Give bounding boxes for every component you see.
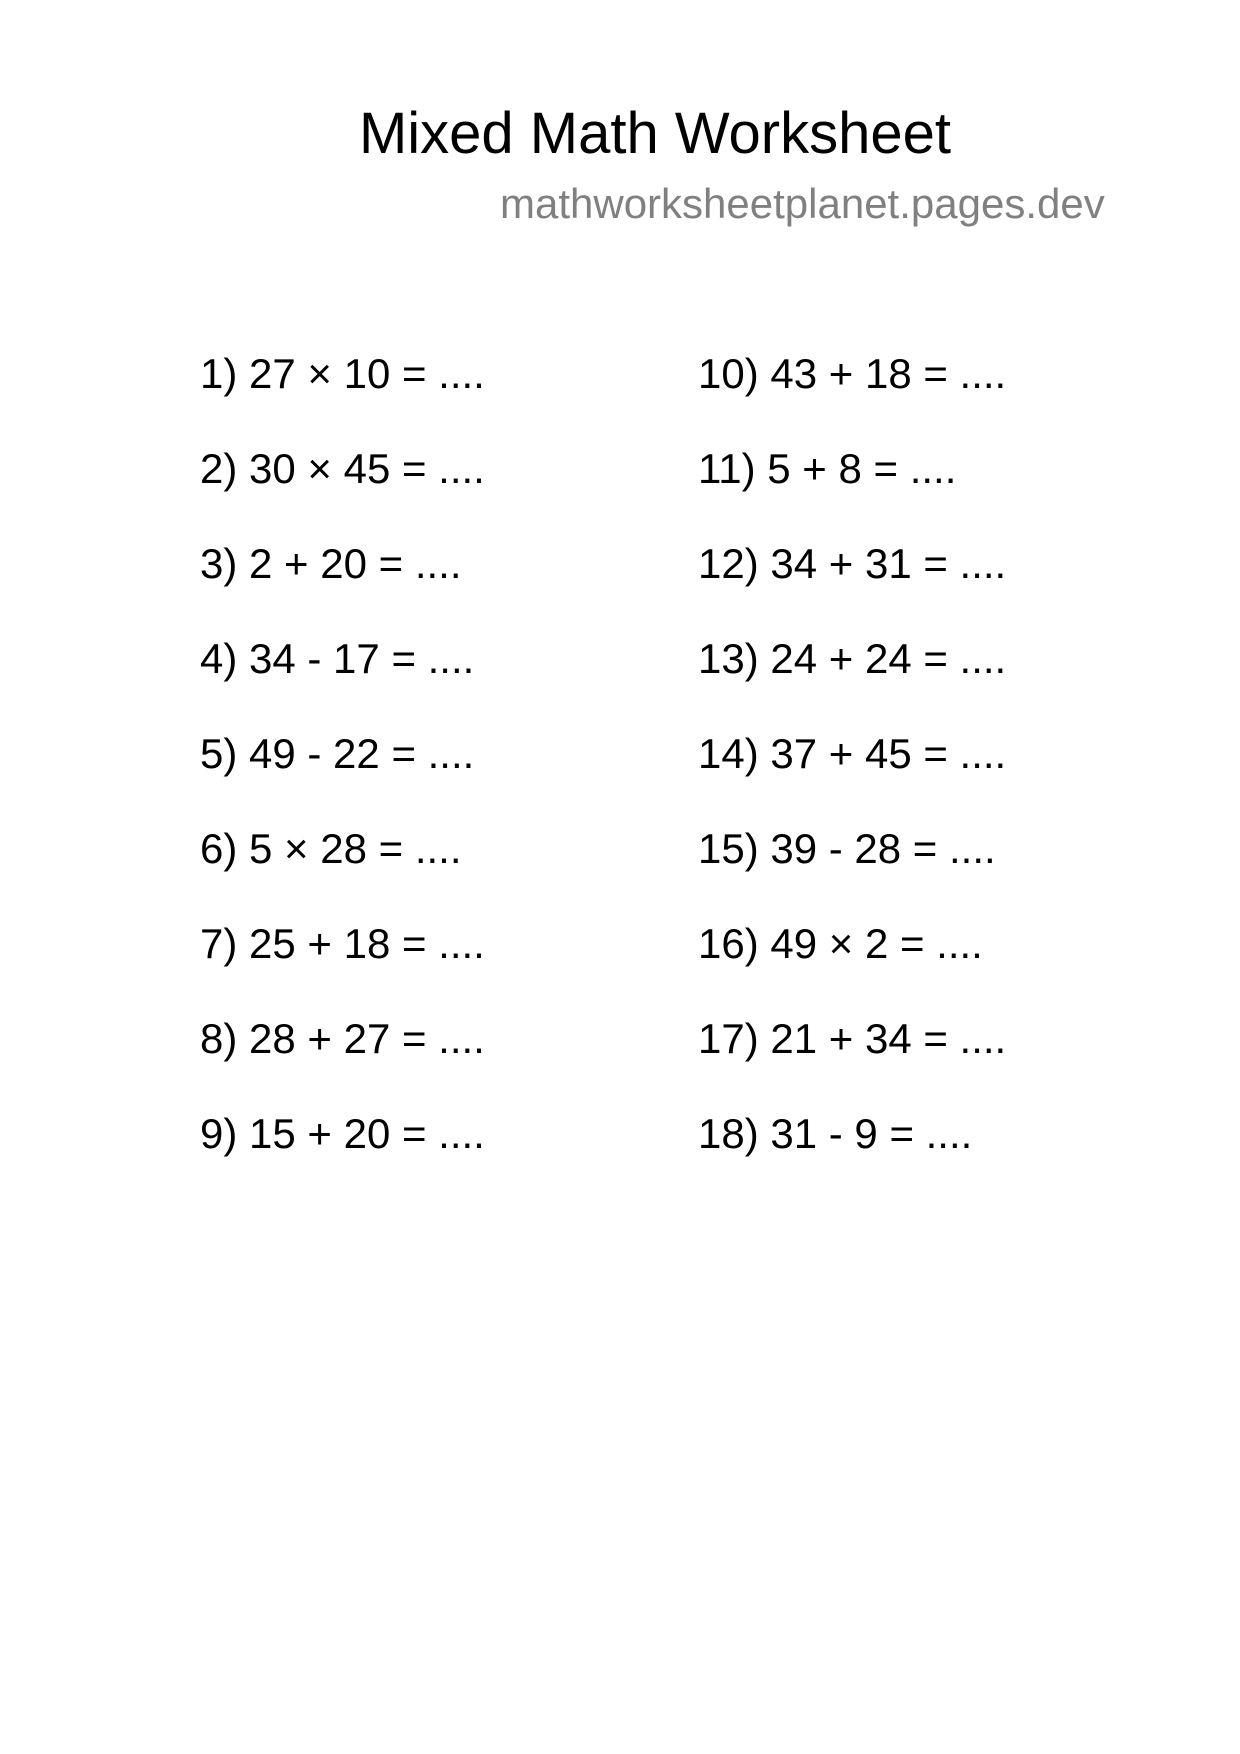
- problem-14: 14) 37 + 45 = ....: [698, 730, 1007, 777]
- problem-4: 4) 34 - 17 = ....: [200, 635, 475, 682]
- problem-10: 10) 43 + 18 = ....: [698, 350, 1007, 397]
- problem-8: 8) 28 + 27 = ....: [200, 1015, 485, 1062]
- problem-11: 11) 5 + 8 = ....: [698, 445, 957, 492]
- problem-17: 17) 21 + 34 = ....: [698, 1015, 1007, 1062]
- problem-6: 6) 5 × 28 = ....: [200, 825, 462, 872]
- problem-9: 9) 15 + 20 = ....: [200, 1110, 485, 1157]
- problem-1: 1) 27 × 10 = ....: [200, 350, 485, 397]
- problem-16: 16) 49 × 2 = ....: [698, 920, 983, 967]
- problem-18: 18) 31 - 9 = ....: [698, 1110, 973, 1157]
- problem-12: 12) 34 + 31 = ....: [698, 540, 1007, 587]
- website-url: mathworksheetplanet.pages.dev: [500, 180, 1105, 227]
- problem-3: 3) 2 + 20 = ....: [200, 540, 462, 587]
- problem-5: 5) 49 - 22 = ....: [200, 730, 475, 777]
- problem-7: 7) 25 + 18 = ....: [200, 920, 485, 967]
- problem-column-left: [200, 348, 485, 1203]
- page-title: Mixed Math Worksheet: [358, 101, 952, 166]
- problem-13: 13) 24 + 24 = ....: [698, 635, 1007, 682]
- problem-column-right: [698, 348, 1006, 1203]
- problem-2: 2) 30 × 45 = ....: [200, 445, 485, 492]
- problem-15: 15) 39 - 28 = ....: [698, 825, 996, 872]
